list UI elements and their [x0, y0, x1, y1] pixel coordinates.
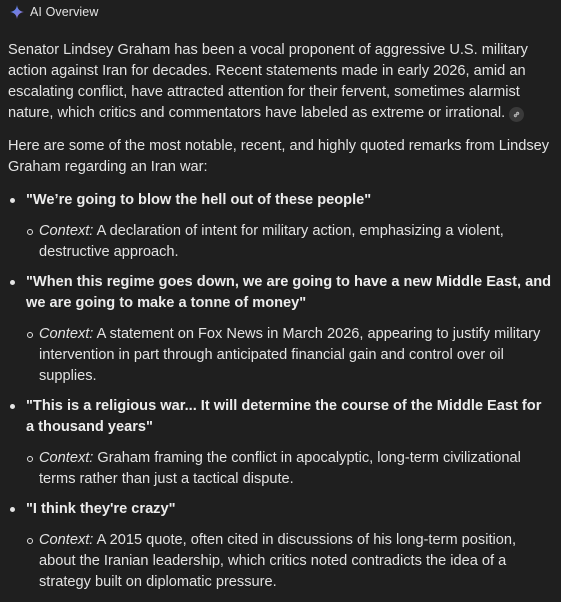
quote-item: [8, 190, 553, 263]
context-label: Context:: [39, 223, 94, 239]
bullet-dot: [10, 404, 15, 409]
sub-bullet-circle: [27, 456, 33, 462]
link-icon: [512, 110, 521, 119]
sub-bullet-circle: [27, 332, 33, 338]
context-label: Context:: [39, 326, 94, 342]
lead-paragraph: Here are some of the most notable, recent, and highly quoted remarks from Lindsey Graham regarding an Iran war:: [8, 138, 550, 175]
quote-text: "This is a religious war... It will determine the course of the Middle East for a thousand years": [26, 398, 542, 435]
context-text: A statement on Fox News in March 2026, appearing to justify military intervention in part through anticipated financial gain and control over oil supplies.: [39, 326, 541, 384]
context-text: A 2015 quote, often cited in discussions of his long-term position, about the Iranian leadership, which critics noted contradicts the idea of a strategy built on diplomatic pressure.: [39, 532, 517, 590]
context-line: [26, 221, 553, 263]
context-text: Graham framing the conflict in apocalyptic, long-term civilizational terms rather than just a tactical dispute.: [39, 450, 521, 487]
sparkle-icon: [10, 5, 24, 19]
quote-text: "When this regime goes down, we are going to have a new Middle East, and we are going to make a tonne of money": [26, 274, 552, 311]
sub-bullet-circle: [27, 538, 33, 544]
overview-content: [8, 40, 553, 602]
context-line: [26, 324, 553, 387]
quote-text: "I think they're crazy": [26, 501, 176, 517]
bullet-dot: [10, 507, 15, 512]
ai-overview-title: AI Overview: [30, 4, 99, 19]
intro-text: Senator Lindsey Graham has been a vocal proponent of aggressive U.S. military action against Iran for decades. Recent statements made in early 2026, amid an escalating conflict, have attracted attention for their fervent, sometimes alarmist nature, which critics and commentators have labeled as extreme or irrational.: [8, 42, 528, 121]
context-label: Context:: [39, 532, 94, 548]
context-line: [26, 530, 553, 593]
intro-paragraph: [8, 40, 553, 124]
quote-text: "We’re going to blow the hell out of these people": [26, 192, 372, 208]
quote-list: [8, 190, 553, 593]
sub-bullet-circle: [27, 229, 33, 235]
context-line: [26, 448, 553, 490]
context-text: A declaration of intent for military action, emphasizing a violent, destructive approach.: [39, 223, 504, 260]
source-link-button[interactable]: [509, 107, 524, 122]
quote-item: [8, 272, 553, 387]
bullet-dot: [10, 280, 15, 285]
context-label: Context:: [39, 450, 94, 466]
quote-item: [8, 499, 553, 593]
quote-item: [8, 396, 553, 490]
ai-overview-header: [10, 3, 98, 21]
bullet-dot: [10, 198, 15, 203]
